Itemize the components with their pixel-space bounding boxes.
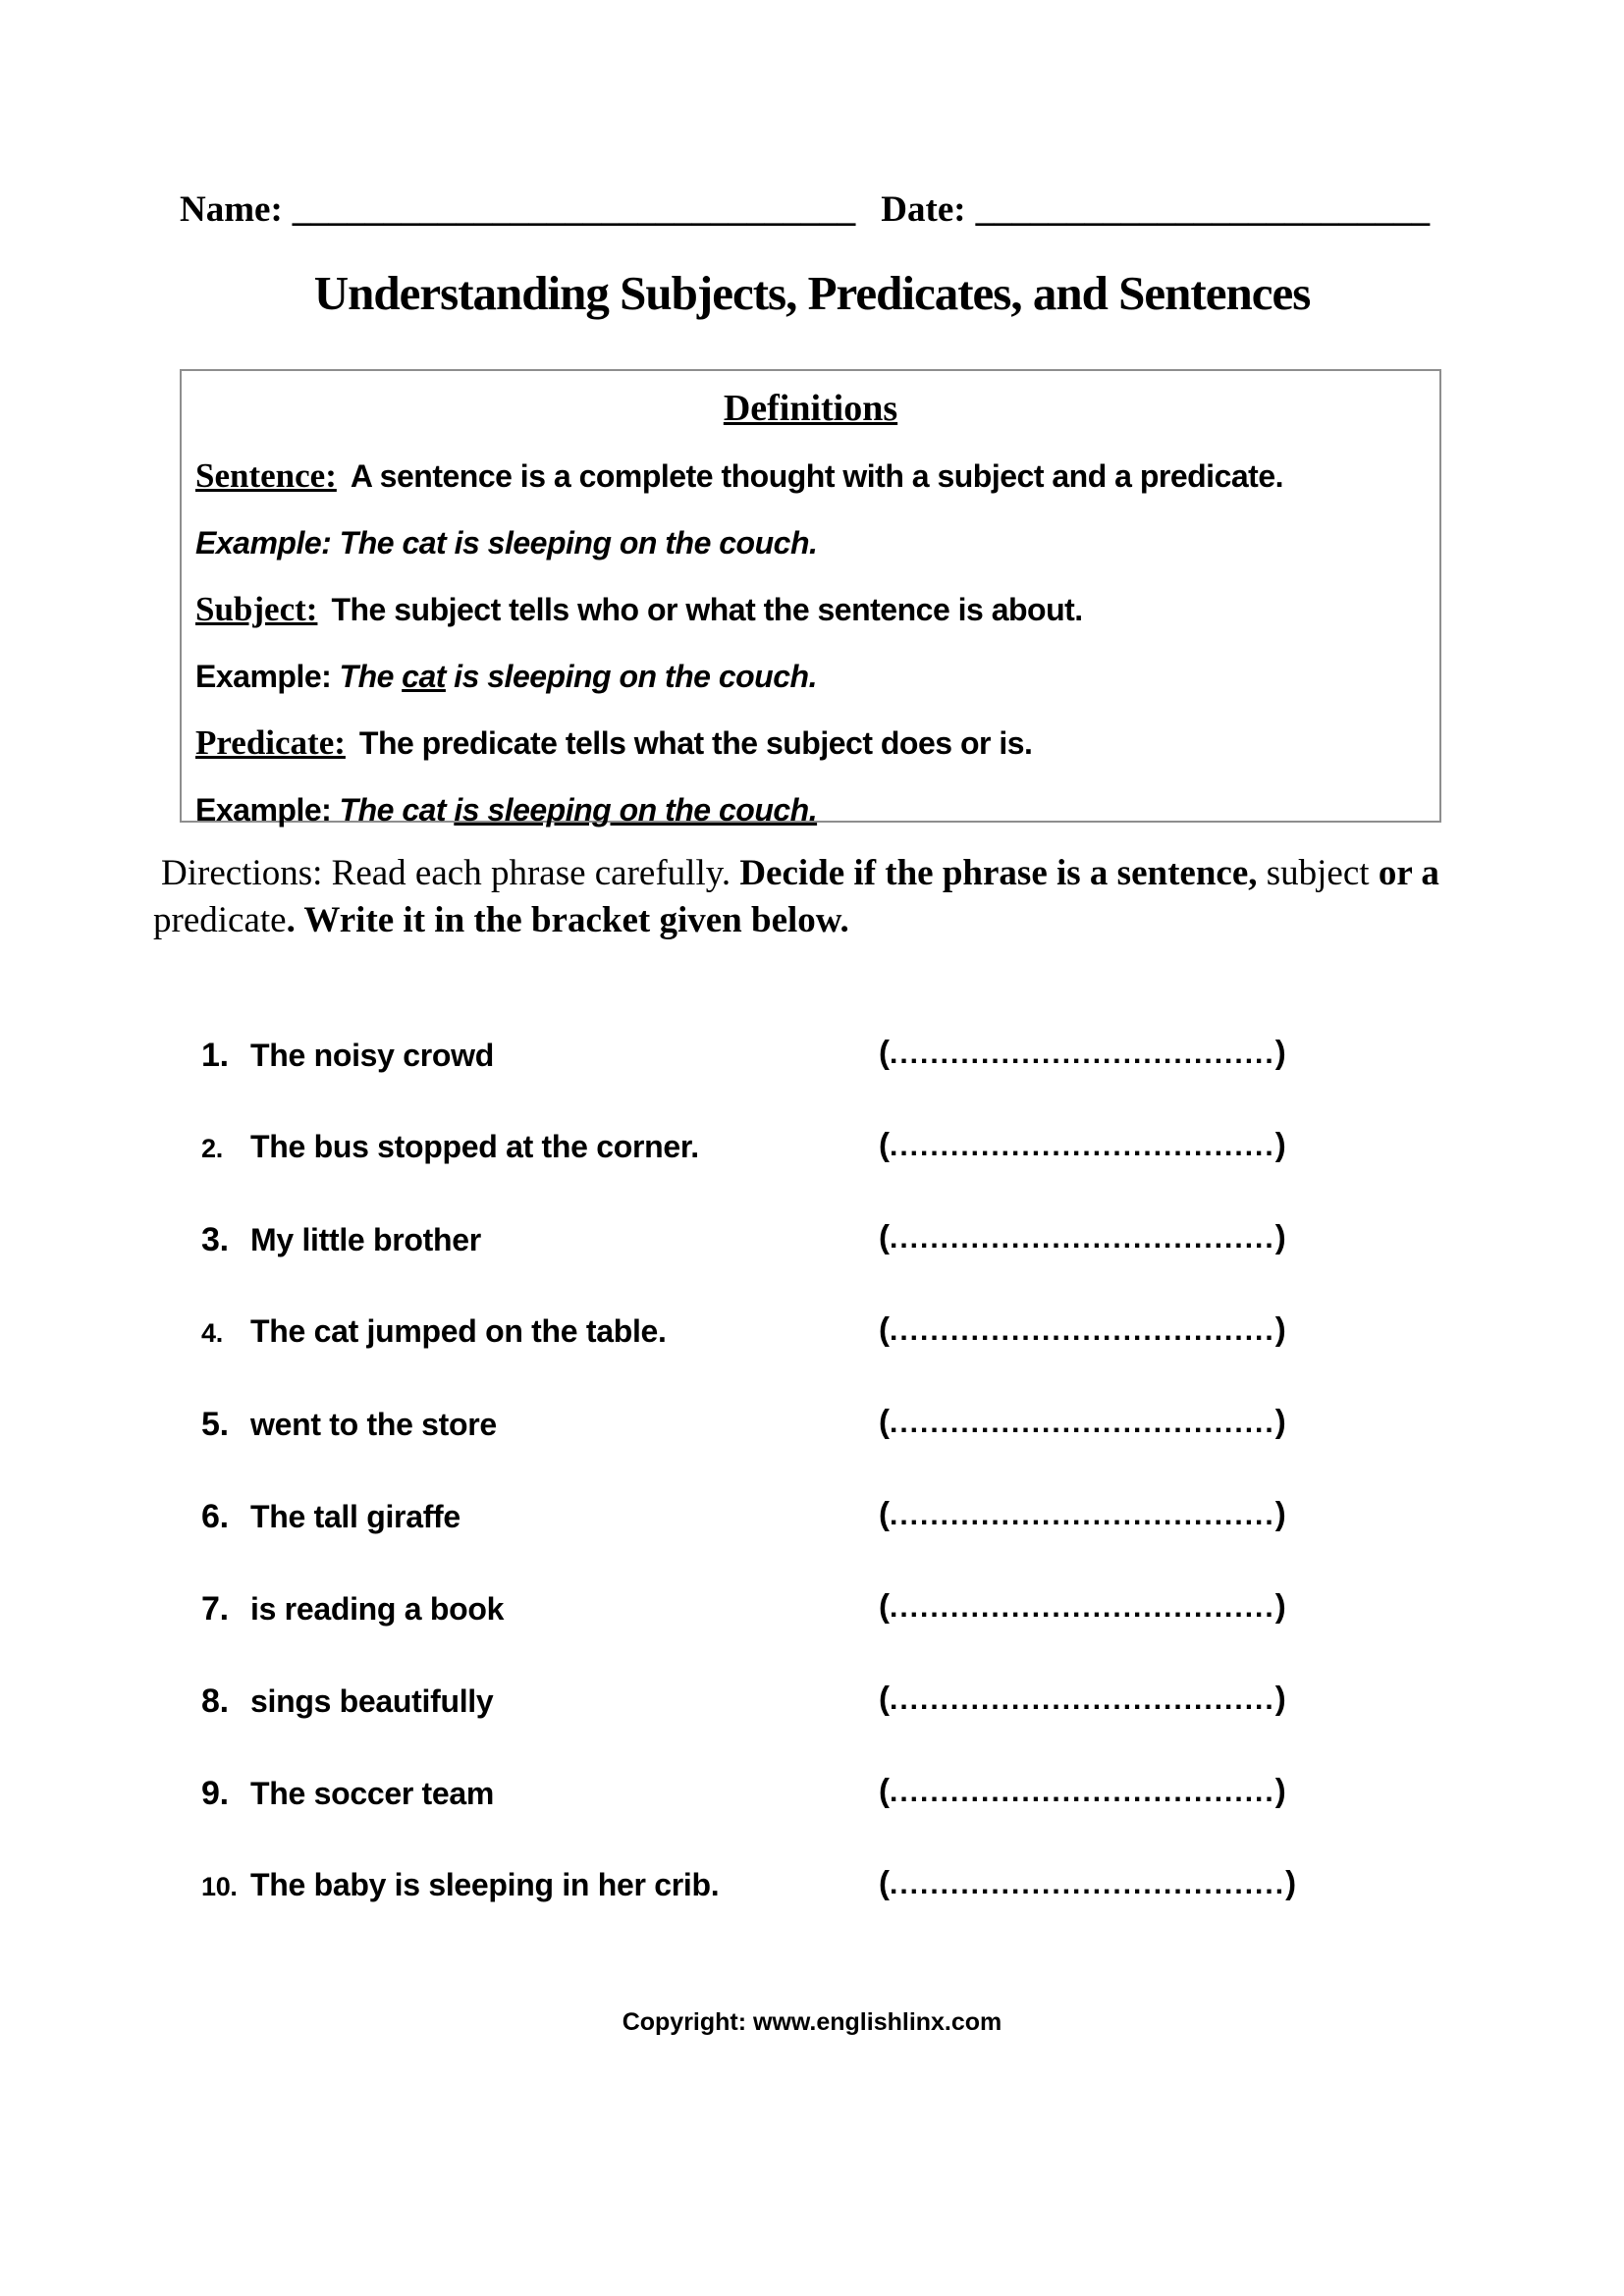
close-paren: ) — [1274, 1034, 1286, 1070]
open-paren: ( — [879, 1680, 890, 1716]
subject-term: Subject: — [195, 590, 318, 628]
list-item — [201, 1682, 1399, 1775]
item-number: 6. — [201, 1498, 229, 1535]
page-title: Understanding Subjects, Predicates, and Sentences — [313, 266, 1311, 320]
close-paren: ) — [1274, 1680, 1286, 1716]
sentence-definition-text: A sentence is a complete thought with a subject and a predicate. — [350, 458, 1283, 494]
example-label: Example: — [195, 659, 332, 694]
directions-bold-1: Decide if the phrase is a sentence, — [739, 853, 1258, 893]
predicate-definition-text: The predicate tells what the subject does or is. — [358, 725, 1033, 761]
list-item — [201, 1034, 1399, 1129]
list-item — [201, 1218, 1399, 1313]
answer-bracket[interactable] — [879, 1034, 1286, 1071]
item-phrase: is reading a book — [250, 1591, 505, 1627]
definition-subject — [195, 590, 1426, 630]
open-paren: ( — [879, 1864, 890, 1900]
date-label: Date: — [881, 189, 966, 230]
answer-dots: ...................................... — [890, 1591, 1275, 1624]
example-subject-lead: The — [339, 659, 394, 694]
answer-dots: ...................................... — [890, 1038, 1275, 1070]
directions-bold-2: or a — [1378, 853, 1439, 893]
answer-bracket[interactable] — [879, 1310, 1286, 1348]
item-number: 10. — [201, 1872, 238, 1901]
predicate-term: Predicate: — [195, 723, 346, 762]
directions-intro: Directions: Read each phrase carefully. — [161, 853, 731, 893]
phrase-list — [201, 1034, 1399, 1959]
item-number: 8. — [201, 1682, 229, 1720]
answer-bracket[interactable] — [879, 1680, 1286, 1717]
item-phrase: The cat jumped on the table. — [250, 1313, 667, 1349]
directions-bold-3: . Write it in the bracket given below. — [286, 900, 849, 940]
open-paren: ( — [879, 1403, 890, 1439]
item-number: 3. — [201, 1221, 229, 1258]
item-phrase: sings beautifully — [250, 1683, 494, 1719]
definition-sentence — [195, 456, 1426, 497]
sentence-term: Sentence: — [195, 456, 337, 495]
close-paren: ) — [1274, 1587, 1286, 1624]
item-number: 1. — [201, 1037, 229, 1074]
item-phrase: The soccer team — [250, 1776, 495, 1811]
close-paren: ) — [1274, 1495, 1286, 1531]
name-label: Name: — [180, 189, 283, 230]
answer-bracket[interactable] — [879, 1403, 1286, 1440]
answer-dots: ....................................... — [890, 1868, 1286, 1900]
open-paren: ( — [879, 1495, 890, 1531]
item-number: 2. — [201, 1134, 223, 1163]
answer-bracket[interactable] — [879, 1772, 1286, 1809]
answer-dots: ...................................... — [890, 1130, 1275, 1162]
list-item — [201, 1310, 1399, 1406]
list-item — [201, 1126, 1399, 1221]
directions-text — [153, 850, 1528, 944]
open-paren: ( — [879, 1772, 890, 1808]
close-paren: ) — [1274, 1403, 1286, 1439]
list-item — [201, 1587, 1399, 1682]
answer-bracket[interactable] — [879, 1587, 1286, 1625]
definitions-box — [180, 369, 1441, 828]
answer-bracket[interactable] — [879, 1495, 1286, 1532]
answer-dots: ...................................... — [890, 1776, 1275, 1808]
open-paren: ( — [879, 1126, 890, 1162]
item-phrase: The bus stopped at the corner. — [250, 1129, 699, 1164]
answer-dots: ...................................... — [890, 1407, 1275, 1439]
item-phrase: My little brother — [250, 1222, 481, 1257]
copyright-text: Copyright: www.englishlinx.com — [622, 2008, 1002, 2036]
item-phrase: went to the store — [250, 1407, 497, 1442]
answer-dots: ...................................... — [890, 1222, 1275, 1255]
date-blank-line[interactable]: _________________________ — [975, 189, 1431, 230]
example-sentence-text: Example: The cat is sleeping on the couch. — [195, 525, 818, 561]
subject-definition-text: The subject tells who or what the sentence is about. — [331, 592, 1083, 627]
answer-bracket[interactable] — [879, 1126, 1286, 1163]
example-predicate-lead: The cat — [339, 792, 447, 828]
example-subject — [195, 657, 1426, 697]
answer-dots: ...................................... — [890, 1499, 1275, 1531]
name-blank-line[interactable]: _______________________________ — [292, 189, 856, 230]
close-paren: ) — [1274, 1310, 1286, 1347]
answer-bracket[interactable] — [879, 1864, 1296, 1901]
item-phrase: The baby is sleeping in her crib. — [250, 1867, 720, 1902]
open-paren: ( — [879, 1310, 890, 1347]
example-sentence — [195, 523, 1426, 563]
example-predicate-underlined: is sleeping on the couch. — [454, 792, 818, 828]
list-item — [201, 1403, 1399, 1498]
answer-dots: ...................................... — [890, 1683, 1275, 1716]
example-predicate — [195, 790, 1426, 830]
answer-dots: ...................................... — [890, 1314, 1275, 1347]
item-phrase: The noisy crowd — [250, 1038, 494, 1073]
item-number: 5. — [201, 1406, 229, 1443]
example-label-2: Example: — [195, 792, 332, 828]
definition-predicate — [195, 723, 1426, 764]
list-item — [201, 1772, 1399, 1867]
definitions-heading: Definitions — [723, 388, 898, 429]
open-paren: ( — [879, 1587, 890, 1624]
list-item — [201, 1495, 1399, 1590]
list-item — [201, 1864, 1399, 1959]
answer-bracket[interactable] — [879, 1218, 1286, 1255]
directions-plain-1: subject — [1266, 853, 1370, 893]
example-subject-post: is sleeping on the couch. — [454, 659, 817, 694]
item-number: 7. — [201, 1590, 229, 1628]
close-paren: ) — [1274, 1126, 1286, 1162]
example-subject-underlined: cat — [402, 659, 446, 694]
directions-plain-2: predicate — [153, 900, 287, 940]
close-paren: ) — [1274, 1218, 1286, 1255]
open-paren: ( — [879, 1218, 890, 1255]
close-paren: ) — [1274, 1772, 1286, 1808]
item-phrase: The tall giraffe — [250, 1499, 460, 1534]
close-paren: ) — [1285, 1864, 1297, 1900]
item-number: 4. — [201, 1318, 223, 1348]
open-paren: ( — [879, 1034, 890, 1070]
item-number: 9. — [201, 1775, 229, 1812]
name-date-row — [180, 188, 1430, 231]
